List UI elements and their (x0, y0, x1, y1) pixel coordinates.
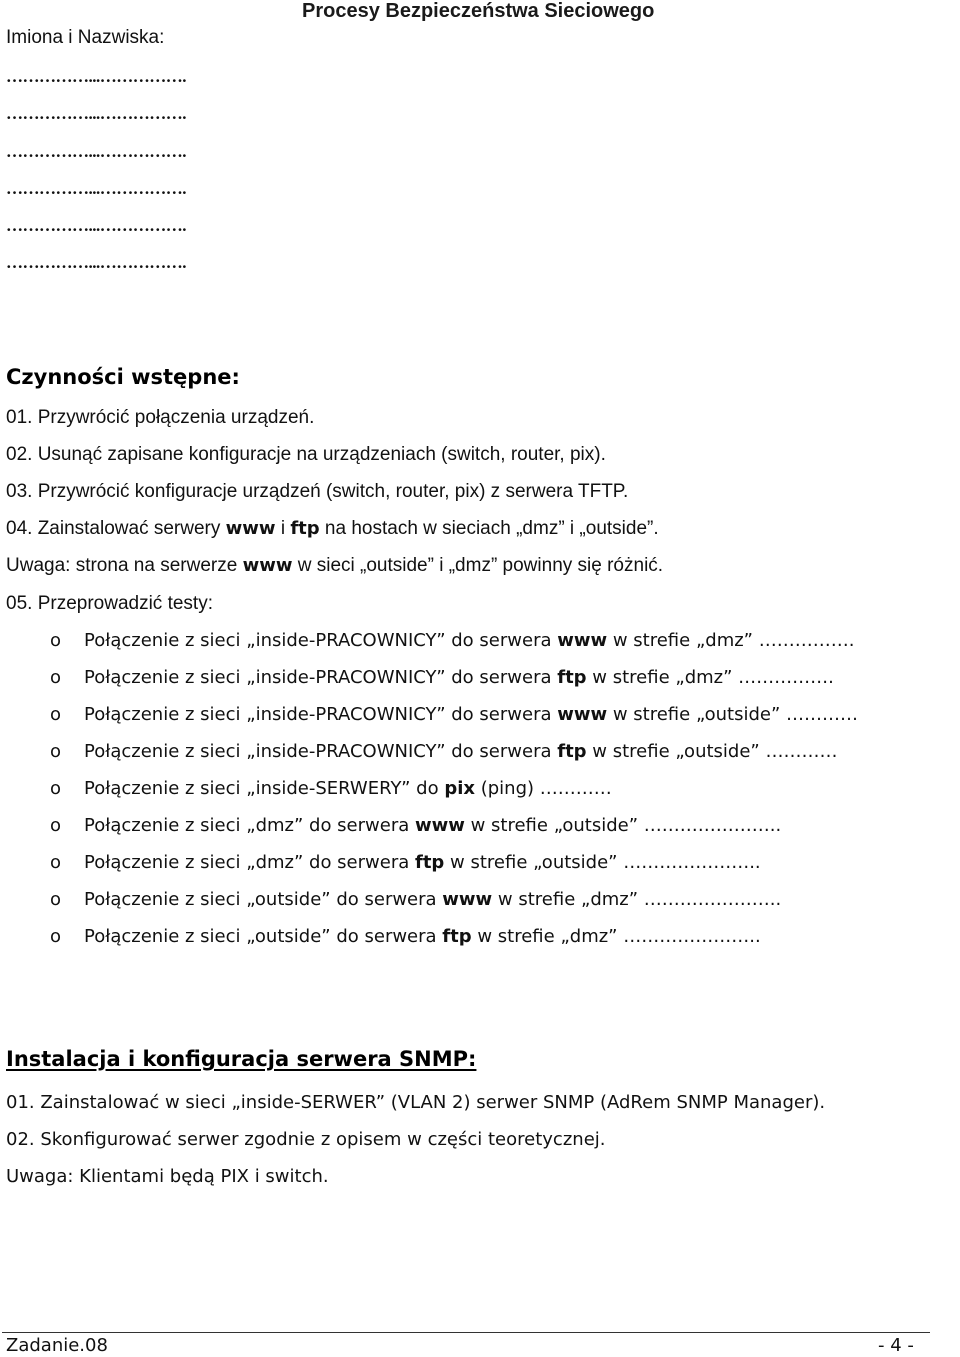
test-item-text (84, 667, 834, 688)
test-item-bold: ftp (414, 852, 445, 873)
test-item-bold: www (557, 630, 608, 651)
prep-step-3: 03. Przywrócić konfiguracje urządzeń (switch, router, pix) z serwera TFTP. (6, 481, 629, 502)
test-item-post: (ping) ………… (475, 778, 612, 799)
prep-step-1: 01. Przywrócić połączenia urządzeń. (6, 407, 315, 428)
test-item-post: w strefie „outside” ………… (607, 704, 859, 725)
footer-task-label: Zadanie.08 (6, 1335, 108, 1356)
test-item-pre: Połączenie z sieci „inside-SERWERY” do (84, 778, 445, 799)
test-item-post: w strefie „dmz” ………………….. (471, 926, 761, 947)
test-item-pre: Połączenie z sieci „inside-PRACOWNICY” do serwera (84, 704, 558, 725)
name-line-6: ……………...……………. (6, 253, 186, 272)
footer-divider (2, 1332, 930, 1333)
footer-page-number: - 4 - (878, 1335, 914, 1356)
test-item-pre: Połączenie z sieci „outside” do serwera (84, 926, 443, 947)
test-item-bold: ftp (557, 741, 587, 762)
test-item-pre: Połączenie z sieci „inside-PRACOWNICY” do serwera (84, 667, 558, 688)
bullet-marker: o (50, 630, 62, 651)
test-item-text (84, 741, 837, 762)
test-item-bold: www (414, 815, 465, 836)
test-item-pre: Połączenie z sieci „inside-PRACOWNICY” do serwera (84, 741, 558, 762)
bullet-marker: o (50, 852, 62, 873)
test-item-bold: www (557, 704, 608, 725)
prep-note-text: Uwaga: strona na serwerze (6, 555, 243, 576)
snmp-step-2: 02. Skonfigurować serwer zgodnie z opisem w części teoretycznej. (6, 1129, 606, 1150)
prep-note-www: www (242, 555, 293, 576)
test-item-text (84, 630, 854, 651)
prep-step-4-ftp: ftp (290, 518, 320, 539)
test-item-text (84, 852, 761, 873)
prep-step-2: 02. Usunąć zapisane konfiguracje na urządzeniach (switch, router, pix). (6, 444, 606, 465)
test-item-post: w strefie „dmz” ………………….. (492, 889, 782, 910)
test-item-text (84, 778, 612, 799)
test-item-post: w strefie „outside” ………………….. (444, 852, 761, 873)
prep-step-4-and: i (275, 518, 291, 539)
test-item-text (84, 926, 761, 947)
name-line-1: ……………...……………. (6, 67, 186, 86)
prep-step-4-www: www (225, 518, 276, 539)
bullet-marker: o (50, 778, 62, 799)
test-item-text (84, 889, 781, 910)
name-line-2: ……………...……………. (6, 104, 186, 123)
test-item-pre: Połączenie z sieci „dmz” do serwera (84, 815, 415, 836)
test-item-pre: Połączenie z sieci „outside” do serwera (84, 889, 443, 910)
name-line-5: ……………...……………. (6, 216, 186, 235)
bullet-marker: o (50, 889, 62, 910)
names-label: Imiona i Nazwiska: (6, 27, 165, 48)
name-line-4: ……………...……………. (6, 179, 186, 198)
test-item-bold: pix (444, 778, 476, 799)
prep-step-4-rest: na hostach w sieciach „dmz” i „outside”. (319, 518, 659, 539)
document-header-title: Procesy Bezpieczeństwa Sieciowego (302, 0, 655, 22)
test-item-pre: Połączenie z sieci „dmz” do serwera (84, 852, 415, 873)
bullet-marker: o (50, 667, 62, 688)
bullet-marker: o (50, 815, 62, 836)
test-item-pre: Połączenie z sieci „inside-PRACOWNICY” do serwera (84, 630, 558, 651)
name-line-3: ……………...……………. (6, 142, 186, 161)
test-item-post: w strefie „dmz” ……………. (607, 630, 855, 651)
prep-note (6, 555, 663, 577)
prep-heading: Czynności wstępne: (6, 365, 240, 389)
prep-note-rest: w sieci „outside” i „dmz” powinny się różnić. (292, 555, 664, 576)
snmp-step-1: 01. Zainstalować w sieci „inside-SERWER” (VLAN 2) serwer SNMP (AdRem SNMP Manager). (6, 1092, 826, 1113)
prep-step-5: 05. Przeprowadzić testy: (6, 593, 213, 614)
test-item-bold: ftp (557, 667, 587, 688)
snmp-note: Uwaga: Klientami będą PIX i switch. (6, 1166, 329, 1187)
test-item-bold: www (442, 889, 493, 910)
test-item-post: w strefie „outside” ………… (586, 741, 838, 762)
test-item-bold: ftp (442, 926, 472, 947)
bullet-marker: o (50, 926, 62, 947)
snmp-heading: Instalacja i konfiguracja serwera SNMP: (6, 1047, 477, 1071)
test-item-text (84, 704, 858, 725)
prep-step-4-text: 04. Zainstalować serwery (6, 518, 226, 539)
bullet-marker: o (50, 704, 62, 725)
test-item-text (84, 815, 781, 836)
prep-step-4 (6, 518, 659, 540)
test-item-post: w strefie „dmz” ……………. (586, 667, 834, 688)
bullet-marker: o (50, 741, 62, 762)
test-item-post: w strefie „outside” ………………….. (464, 815, 782, 836)
